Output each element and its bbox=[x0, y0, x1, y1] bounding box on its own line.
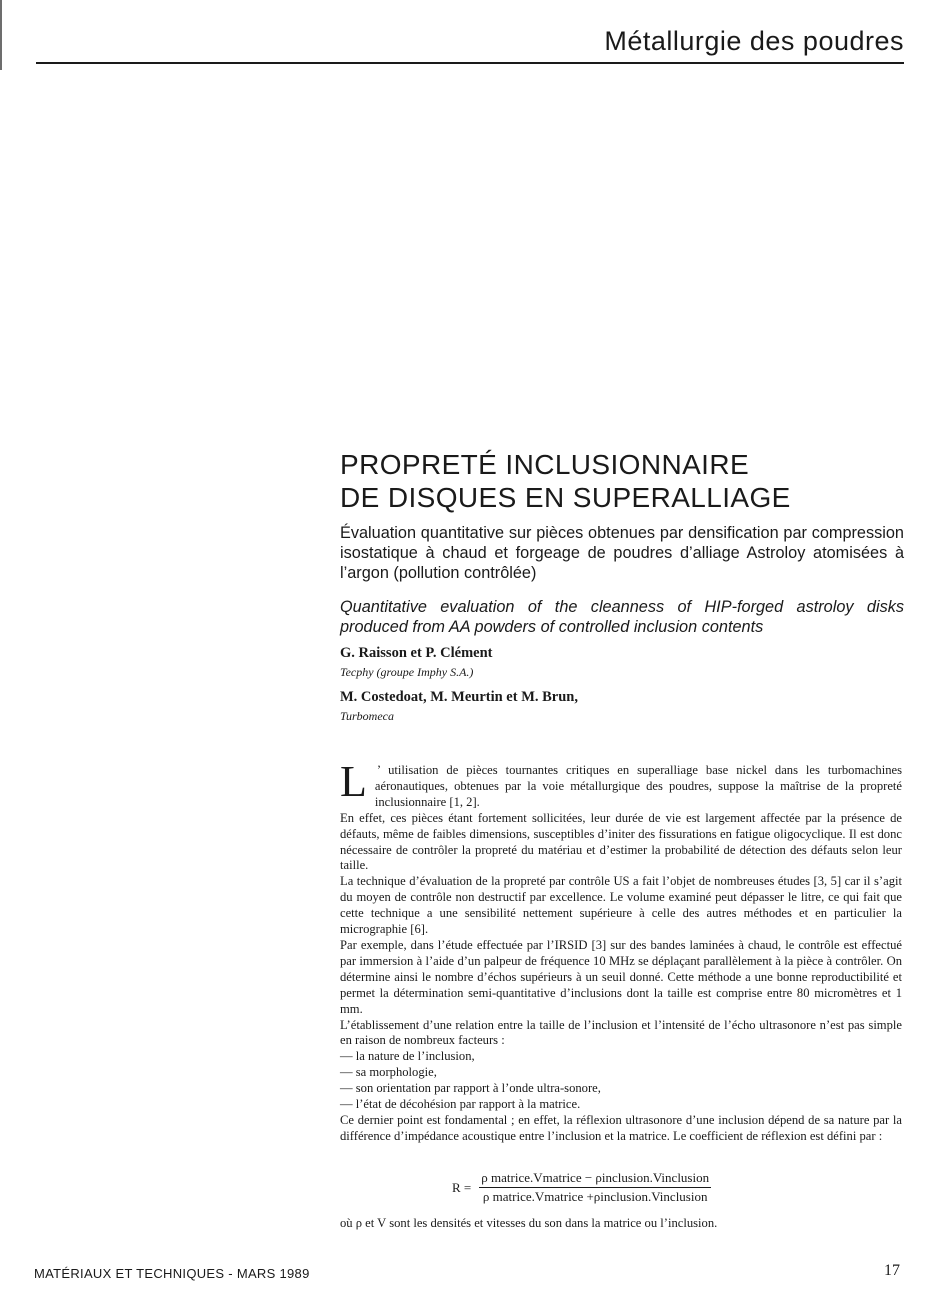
subtitle-english: Quantitative evaluation of the cleanness of HIP-forged astroloy disks produced from AA powders of controlled inclusion contents bbox=[340, 598, 904, 636]
list-item: — sa morphologie, bbox=[340, 1065, 437, 1080]
affiliation-1: Tecphy (groupe Imphy S.A.) bbox=[340, 665, 474, 679]
paragraph-6: Ce dernier point est fondamental ; en effet, la réflexion ultrasonore d’une inclusion dépend de sa nature par la différence d’impédance acoustique entre l’inclusion et la matrice. Le coefficient de réflexion est défini par : bbox=[340, 1112, 902, 1143]
header-rule bbox=[36, 62, 904, 64]
paragraph-1-text: ’ utilisation de pièces tournantes critiques en superalliage base nickel dans les turbomachines aéronautiques, obtenues par la voie métallurgique des poudres, suppose la maîtrise de la propreté inclusionnaire [1, 2]. bbox=[374, 763, 902, 809]
article-title bbox=[340, 448, 910, 514]
paragraph-4: Par exemple, dans l’étude effectuée par l’IRSID [3] sur des bandes laminées à chaud, le contrôle est effectué par immersion à l’aide d’un palpeur de fréquence 10 MHz se déplaçant parallèlement à la pièce à contrôler. On détermine ainsi le nombre d’échos supérieurs à un seuil donné. Cette méthode a une bonne reproductibilité et permet la détermination semi-quantitative d’inclusions dont la taille est comprise entre 80 micromètres et 1 mm. bbox=[340, 937, 902, 1016]
paragraph-3: La technique d’évaluation de la propreté par contrôle US a fait l’objet de nombreuses études [3, 5] car il s’agit du moyen de contrôle non destructif par excellence. Le volume examiné peut dépasser le litre, ce qui fait que cette technique a une sensibilité nettement supérieure à celle des autres méthodes et en particulier la micrographie [6]. bbox=[340, 874, 902, 937]
formula-explanation: où ρ et V sont les densités et vitesses du son dans la matrice ou l’inclusion. bbox=[340, 1216, 718, 1230]
subtitle-french: Évaluation quantitative sur pièces obtenues par densification par compression isostatique à chaud et forgeage de poudres d’alliage Astroloy atomisées à l’argon (pollution contrôlée) bbox=[340, 524, 904, 582]
formula-numerator: ρ matrice.Vmatrice − ρinclusion.Vinclusion bbox=[479, 1170, 711, 1188]
author-group-2: M. Costedoat, M. Meurtin et M. Brun, bbox=[340, 689, 578, 705]
list-item: — son orientation par rapport à l’onde ultra-sonore, bbox=[340, 1081, 601, 1096]
formula-lhs: R = bbox=[452, 1179, 472, 1195]
article-title-line-2: DE DISQUES EN SUPERALLIAGE bbox=[340, 482, 791, 513]
page-number: 17 bbox=[884, 1262, 900, 1279]
factor-list bbox=[340, 1049, 902, 1113]
article-title-line-1: PROPRETÉ INCLUSIONNAIRE bbox=[340, 449, 750, 480]
paragraph-1 bbox=[340, 757, 902, 811]
journal-footer: MATÉRIAUX ET TECHNIQUES - MARS 1989 bbox=[34, 1266, 310, 1281]
drop-cap: L bbox=[340, 757, 367, 806]
paragraph-5: L’établissement d’une relation entre la taille de l’inclusion et l’intensité de l’écho ultrasonore n’est pas simple en raison de nombreux facteurs : bbox=[340, 1017, 902, 1048]
section-title: Métallurgie des poudres bbox=[604, 26, 904, 56]
paragraph-2: En effet, ces pièces étant fortement sollicitées, leur durée de vie est largement affectée par la présence de défauts, même de faibles dimensions, susceptibles d’initer des fissurations en fatigue oligocyclique. Il est donc nécessaire de contrôler la propreté du matériau et d’estimer la probabilité de détection des défauts selon leur taille. bbox=[340, 810, 902, 873]
formula-fraction bbox=[479, 1170, 711, 1205]
formula-denominator: ρ matrice.Vmatrice +ρinclusion.Vinclusion bbox=[482, 1189, 708, 1204]
list-item: — l’état de décohésion par rapport à la matrice. bbox=[340, 1097, 581, 1112]
scan-edge-rule bbox=[0, 0, 2, 70]
reflection-coefficient-formula bbox=[452, 1170, 711, 1205]
list-item: — la nature de l’inclusion, bbox=[340, 1049, 475, 1064]
article-body bbox=[340, 757, 902, 1145]
author-group-1: G. Raisson et P. Clément bbox=[340, 645, 493, 661]
affiliation-2: Turbomeca bbox=[340, 709, 394, 723]
